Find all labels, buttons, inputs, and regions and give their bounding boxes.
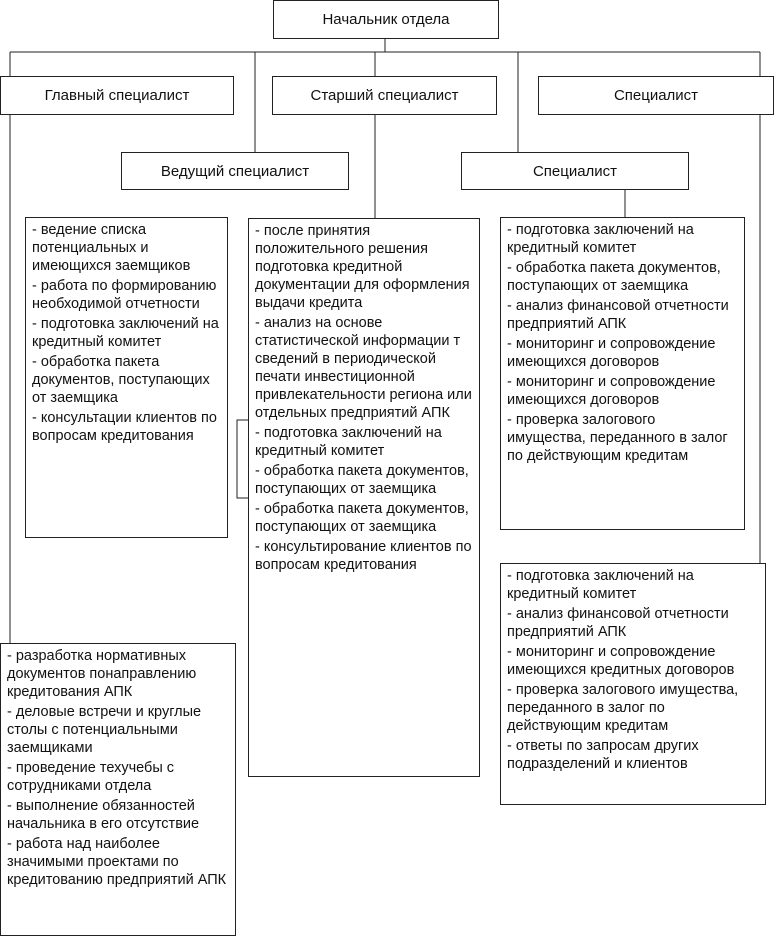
duty-item: - подготовка заключений на кредитный комитет bbox=[507, 568, 694, 602]
duty-item: - ответы по запросам других подразделений и клиентов bbox=[507, 738, 699, 772]
duty-item: - мониторинг и сопровождение имеющихся договоров bbox=[507, 374, 716, 408]
duty-item: - консультирование клиентов по вопросам кредитования bbox=[255, 539, 472, 573]
duty-item: - подготовка заключений на кредитный комитет bbox=[507, 222, 694, 256]
duty-item: - мониторинг и сопровождение имеющихся кредитных договоров bbox=[507, 644, 735, 678]
duty-item: - проверка залогового имущества, переданного в залог по действующим кредитам bbox=[507, 412, 728, 464]
duty-item: - обработка пакета документов, поступающих от заемщика bbox=[32, 354, 210, 406]
head-of-department-label: Начальник отдела bbox=[322, 11, 450, 28]
duty-item: - проведение техучебы с сотрудниками отдела bbox=[7, 760, 175, 794]
duty-item: - подготовка заключений на кредитный комитет bbox=[32, 316, 219, 350]
bracket-connector bbox=[237, 420, 248, 498]
specialist-right-box bbox=[538, 76, 774, 115]
duty-item: - мониторинг и сопровождение имеющихся договоров bbox=[507, 336, 716, 370]
chief-specialist-label: Главный специалист bbox=[44, 87, 190, 104]
senior-duties-box bbox=[248, 218, 480, 777]
head-of-department-box bbox=[273, 0, 499, 39]
duty-item: - анализ на основе статистической информации т сведений в периодической печати инвестиционной привлекательности региона или отдельных предприятий АПК bbox=[255, 315, 472, 421]
duty-item: - обработка пакета документов, поступающих от заемщика bbox=[255, 463, 469, 497]
specialist-mid-box bbox=[461, 152, 689, 190]
duty-item: - проверка залогового имущества, переданного в залог по действующим кредитам bbox=[507, 682, 739, 734]
leading-specialist-label: Ведущий специалист bbox=[160, 162, 310, 180]
duty-item: - работа по формированию необходимой отчетности bbox=[32, 278, 217, 312]
duty-item: - анализ финансовой отчетности предприятий АПК bbox=[507, 298, 729, 332]
duty-item: - анализ финансовой отчетности предприятий АПК bbox=[507, 606, 729, 640]
duty-item: - консультации клиентов по вопросам кредитования bbox=[32, 410, 217, 444]
senior-specialist-box bbox=[272, 76, 497, 115]
duty-item: - подготовка заключений на кредитный комитет bbox=[255, 425, 442, 459]
duty-item: - ведение списка потенциальных и имеющихся заемщиков bbox=[32, 222, 191, 274]
chief-specialist-box bbox=[0, 76, 234, 115]
specialist-mid-label: Специалист bbox=[532, 162, 618, 180]
duty-item: - после принятия положительного решения подготовка кредитной документации для оформления выдачи кредита bbox=[255, 223, 470, 311]
leading-specialist-box bbox=[121, 152, 349, 190]
duty-item: - работа над наиболее значимыми проектами по кредитованию предприятий АПК bbox=[7, 836, 227, 888]
duty-item: - выполнение обязанностей начальника в его отсутствие bbox=[7, 798, 200, 832]
specialist-right-duties-box bbox=[500, 563, 766, 805]
specialist-mid-duties-box bbox=[500, 217, 745, 530]
duty-item: - обработка пакета документов, поступающих от заемщика bbox=[255, 501, 469, 535]
chief-duties-box bbox=[0, 643, 236, 936]
duty-item: - разработка нормативных документов понаправлению кредитования АПК bbox=[7, 648, 197, 700]
specialist-right-label: Специалист bbox=[613, 87, 699, 104]
leading-duties-box bbox=[25, 217, 228, 538]
senior-specialist-label: Старший специалист bbox=[310, 87, 459, 104]
duty-item: - деловые встречи и круглые столы с потенциальными заемщиками bbox=[7, 704, 202, 756]
duty-item: - обработка пакета документов, поступающих от заемщика bbox=[507, 260, 721, 294]
